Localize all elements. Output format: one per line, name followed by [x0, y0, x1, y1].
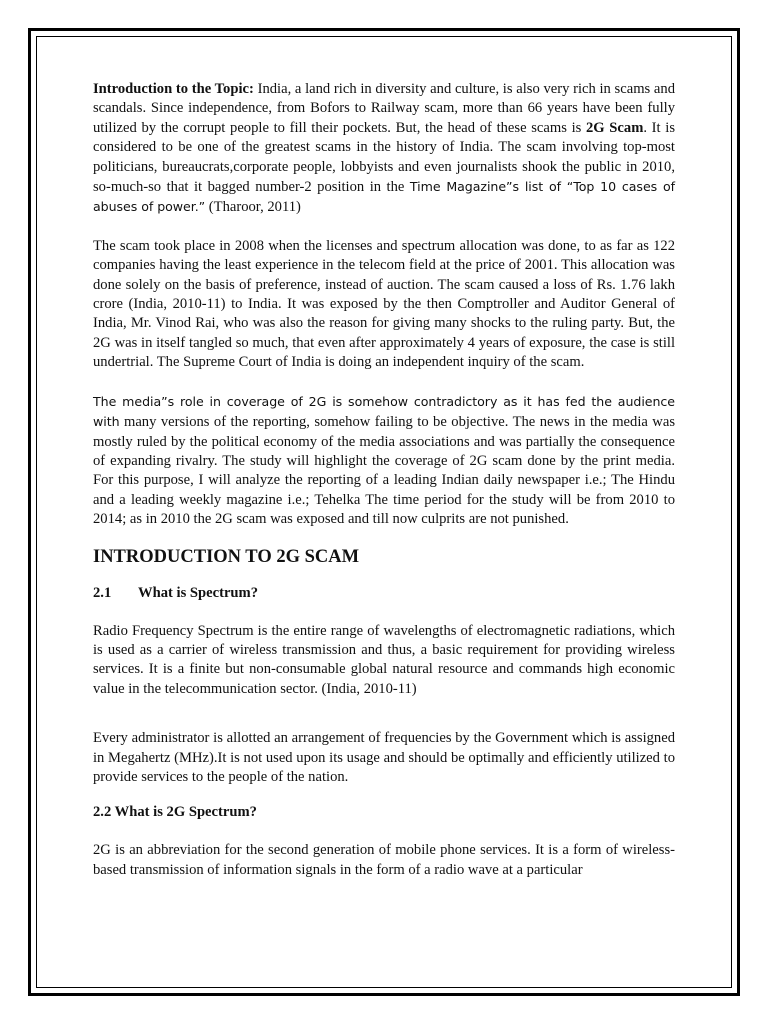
subsection-2-2-heading: 2.2 What is 2G Spectrum?: [93, 804, 257, 821]
intro-text-2: . It is considered to be one of the greatest scams in the history of India. The scam involving top-most politicians, bureaucrats,corporate people, lobbyists and even journalists shook the public in 2010, so-much-so that it bagged number-2 position in the: [93, 119, 675, 196]
subsection-title: What is Spectrum?: [138, 584, 258, 601]
spectrum-paragraph: Radio Frequency Spectrum is the entire range of wavelengths of electromagnetic radiations, which is used as a carrier of wireless transmission and thus, a basic requirement for providing wireless services. It is a finite but non-consumable global natural resource and commands high economic value in the telecommunication sector. (India, 2010-11): [93, 622, 675, 697]
intro-citation: (Tharoor, 2011): [205, 199, 301, 216]
media-text: many versions of the reporting, somehow failing to be objective. The news in the media was mostly ruled by the political economy of the media associations and was partially the consequence of expanding rivalry. The study will highlight the coverage of 2G scam done by the print media. For this purpose, I will analyze the reporting of a leading Indian daily newspaper i.e.; The Hindu and a leading weekly magazine i.e.; Tehelka The time period for the study will be from 2010 to 2014; as in 2010 the 2G scam was exposed and till now culprits are not punished.: [93, 414, 675, 528]
intro-lead: Introduction to the Topic:: [93, 81, 254, 97]
subsection-2-1-heading: [93, 584, 675, 603]
section-heading: INTRODUCTION TO 2G SCAM: [93, 546, 360, 567]
intro-highlight: 2G Scam: [585, 119, 644, 136]
intro-text-1: India, a land rich in diversity and culture, is also very rich in scams and scandals. Since independence, from Bofors to Railway scam, more than 66 years have been fully utilized by the corrupt people to fill their pockets. But, the head of these scams is: [93, 81, 675, 136]
subsection-number: 2.1: [93, 584, 112, 601]
2g-paragraph: 2G is an abbreviation for the second generation of mobile phone services. It is a form of wireless-based transmission of information signals in the form of a radio wave at a particular: [93, 842, 675, 878]
intro-paragraph: [93, 80, 675, 218]
media-lead: The media”s role in coverage of 2G is somehow contradictory as it has fed the audience with: [93, 393, 675, 430]
media-paragraph: [93, 392, 675, 530]
scam-paragraph: The scam took place in 2008 when the licenses and spectrum allocation was done, to as far as 122 companies having the least experience in the telecom field at the price of 2001. This allocation was done solely on the basis of preference, instead of auction. The scam caused a loss of Rs. 1.76 lakh crore (India, 2010-11) to India. It was exposed by the then Comptroller and Auditor General of India, Mr. Vinod Rai, who was also the reason for giving many shocks to the ruling party. But, the 2G was in itself tangled so much, that even after approximately 4 years of exposure, the case is still undertrial. The Supreme Court of India is doing an independent inquiry of the scam.: [93, 237, 675, 371]
administrator-paragraph: Every administrator is allotted an arrangement of frequencies by the Government which is assigned in Megahertz (MHz).It is not used upon its usage and should be optimally and efficiently utilized to provide services to the people of the nation.: [93, 730, 675, 785]
document-body: [93, 80, 675, 880]
intro-quote: Time Magazine”s list of “Top 10 cases of abuses of power.”: [93, 179, 675, 215]
paragraph-spacer: [93, 699, 675, 729]
